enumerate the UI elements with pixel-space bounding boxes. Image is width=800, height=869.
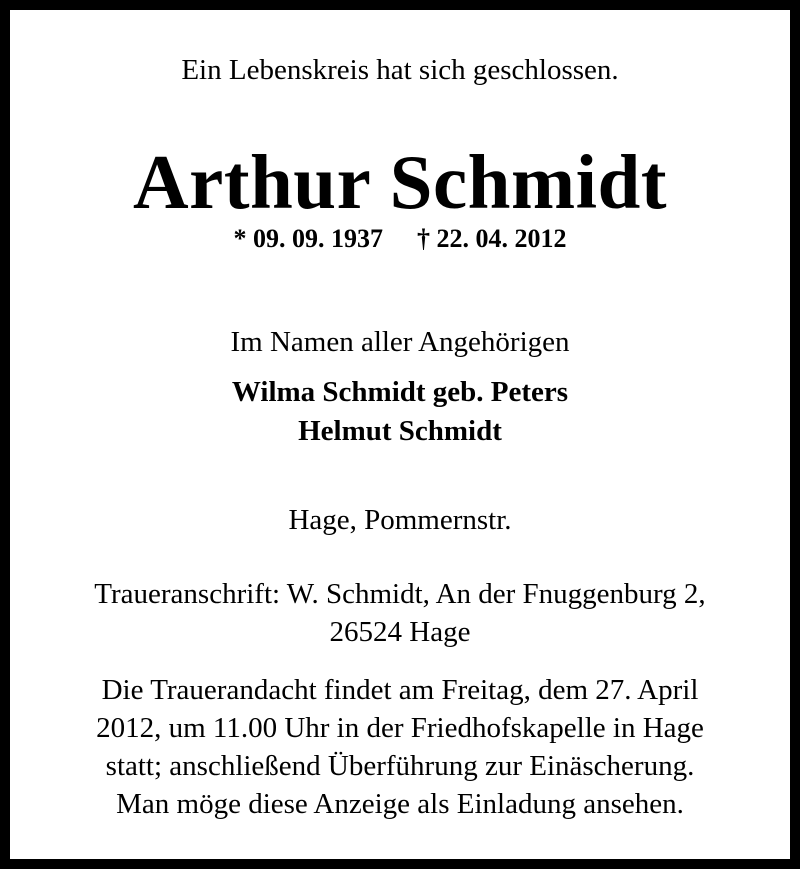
service-info-line: Die Trauerandacht findet am Freitag, dem 27. April [101, 674, 699, 706]
residence-line: Hage, Pommernstr. [288, 504, 512, 536]
mourner-name: Wilma Schmidt geb. Peters [231, 376, 569, 408]
service-info-line: Man möge diese Anzeige als Einladung ansehen. [116, 788, 684, 820]
life-dates [10, 226, 790, 252]
service-info-line: statt; anschließend Überführung zur Einäscherung. [105, 750, 695, 782]
on-behalf-line: Im Namen aller Angehörigen [230, 326, 570, 358]
intro-line: Ein Lebenskreis hat sich geschlossen. [181, 54, 619, 86]
mourner-name: Helmut Schmidt [298, 415, 502, 447]
deceased-name: Arthur Schmidt [133, 139, 667, 225]
service-info-line: 2012, um 11.00 Uhr in der Friedhofskapelle in Hage [96, 712, 704, 744]
mourning-address-line: 26524 Hage [329, 616, 471, 648]
birth-date: * 09. 09. 1937 [233, 224, 383, 253]
death-date: † 22. 04. 2012 [417, 224, 567, 253]
mourning-address-line: Traueranschrift: W. Schmidt, An der Fnuggenburg 2, [94, 578, 706, 610]
